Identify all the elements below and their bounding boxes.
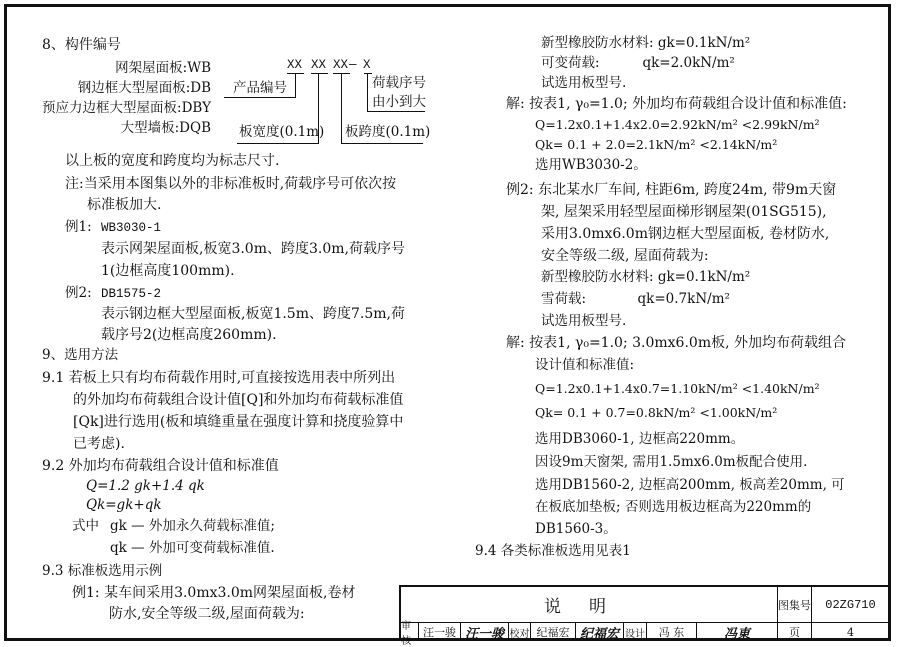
label-load-order: 由小到大	[372, 94, 426, 110]
where-label: 式中	[72, 518, 99, 534]
section-9-heading: 9、选用方法	[42, 347, 119, 363]
design-signature: 冯東	[697, 623, 778, 641]
atlas-no-value: 02ZG710	[812, 587, 890, 623]
example-2-desc-1: 表示钢边框大型屋面板,板宽1.5m、跨度7.5m,荷	[101, 306, 405, 322]
s93-ex1-line-1: 例1: 某车间采用3.0mx3.0m网架屋面板,卷材	[72, 585, 356, 601]
ex2-line-2: 架, 屋架采用轻型屋面梯形钢屋架(01SG515),	[541, 204, 827, 220]
s91-line-1: 9.1 若板上只有均布荷载作用时,可直接按选用表中所列出	[42, 370, 396, 386]
formula-design: Q=1.2 gk+1.4 qk	[86, 478, 205, 494]
code-part-width: XX	[311, 58, 327, 72]
sol1-line-2: Q=1.2x0.1+1.4x2.0=2.92kN/m² <2.99kN/m²	[535, 117, 820, 132]
ex1-gk: 新型橡胶防水材料: gk=0.1kN/m²	[541, 35, 751, 51]
label-width: 板宽度(0.1m)	[239, 124, 325, 140]
sol2-line-2: 设计值和标准值:	[535, 357, 635, 373]
s92-heading: 9.2 外加均布荷载组合设计值和标准值	[42, 458, 279, 474]
sol2-line-6: 因设9m天窗架, 需用1.5mx6.0m板配合使用.	[535, 454, 808, 470]
section-8-heading: 8、构件编号	[42, 37, 121, 53]
example-2-desc-2: 载序号2(边框高度260mm).	[101, 327, 277, 343]
sol1-line-1: 解: 按表1, γ₀=1.0; 外加均布荷载组合设计值和标准值:	[506, 96, 847, 112]
code-part-product: XX	[287, 58, 303, 72]
note-line-1: 注:当采用本图集以外的非标准板时,荷载序号可依次按	[65, 176, 397, 192]
sol2-line-7: 选用DB1560-2, 边框高200mm, 板高差20mm, 可	[535, 477, 845, 493]
design-label: 设计	[624, 623, 647, 641]
sol1-line-3: Qk= 0.1 + 2.0=2.1kN/m² <2.14kN/m²	[535, 137, 778, 152]
review-name: 汪一骏	[419, 623, 461, 641]
code-part-load: X	[363, 58, 371, 72]
atlas-no-label: 图集号	[778, 587, 812, 623]
sol1-line-4: 选用WB3030-2。	[535, 157, 647, 173]
example-2-label: 例2:	[65, 285, 92, 301]
check-name: 纪福宏	[531, 623, 576, 641]
design-name: 冯 东	[647, 623, 697, 641]
label-load-seq: 荷载序号	[372, 75, 426, 91]
code-dash: —	[349, 58, 357, 72]
label-product-code: 产品编号	[233, 80, 287, 96]
ex2-ask: 试选用板型号.	[541, 313, 627, 329]
s93-heading: 9.3 标准板选用示例	[42, 563, 163, 579]
example-1-label: 例1:	[65, 219, 92, 235]
sol2-line-8: 在板底加垫板; 否则选用板边框高为220mm的	[535, 499, 812, 515]
gk-definition: gk — 外加永久荷载标准值;	[110, 518, 275, 534]
product-dby: 预应力边框大型屋面板:DBY	[42, 100, 211, 116]
label-span: 板跨度(0.1m)	[345, 124, 431, 140]
s91-line-3: [Qk]进行选用(板和填缝重量在强度计算和挠度验算中	[73, 414, 404, 430]
formula-standard: Qk=gk+qk	[86, 497, 162, 513]
sol2-line-9: DB1560-3。	[535, 521, 617, 537]
note-dims: 以上板的宽度和跨度均为标志尺寸.	[65, 153, 280, 169]
page-label: 页	[778, 623, 812, 641]
sol2-line-1: 解: 按表1, γ₀=1.0; 3.0mx6.0m板, 外加均布荷载组合	[506, 335, 846, 351]
ex2-line-1: 例2: 东北某水厂车间, 柱距6m, 跨度24m, 带9m天窗	[506, 182, 837, 198]
review-label: 审核	[401, 623, 419, 641]
s93-ex1-line-2: 防水,安全等级二级,屋面荷载为:	[109, 606, 305, 622]
product-wb: 网架屋面板:WB	[115, 60, 211, 76]
review-signature: 汪一骏	[461, 623, 509, 641]
drawing-title: 说明	[401, 587, 778, 623]
example-1-desc-1: 表示网架屋面板,板宽3.0m、跨度3.0m,荷载序号	[101, 241, 405, 257]
s91-line-4: 已考虑).	[73, 436, 125, 452]
example-2-code: DB1575-2	[101, 287, 162, 301]
ex2-line-3: 采用3.0mx6.0m钢边框大型屋面板, 卷材防水,	[541, 226, 830, 242]
qk-definition: qk — 外加可变荷载标准值.	[110, 540, 275, 556]
product-dqb: 大型墙板:DQB	[120, 120, 211, 136]
ex1-ask: 试选用板型号.	[541, 75, 627, 91]
ex1-qk: 可变荷载: qk=2.0kN/m²	[541, 55, 735, 71]
ex2-qk: 雪荷载: qk=0.7kN/m²	[541, 291, 730, 307]
title-block	[399, 585, 888, 647]
sol2-line-3: Q=1.2x0.1+1.4x0.7=1.10kN/m² <1.40kN/m²	[535, 381, 820, 396]
check-label: 校对	[509, 623, 531, 641]
example-1-desc-2: 1(边框高度100mm).	[101, 263, 235, 279]
ex2-line-4: 安全等级二级, 屋面荷载为:	[541, 248, 709, 264]
sol2-line-5: 选用DB3060-1, 边框高220mm。	[535, 431, 745, 447]
ex2-gk: 新型橡胶防水材料: gk=0.1kN/m²	[541, 269, 751, 285]
s91-line-2: 的外加均布荷载组合设计值[Q]和外加均布荷载标准值	[73, 392, 404, 408]
check-signature: 纪福宏	[576, 623, 624, 641]
s94-heading: 9.4 各类标准板选用见表1	[475, 543, 631, 559]
note-line-2: 标准板加大.	[87, 197, 162, 213]
example-1-code: WB3030-1	[101, 221, 162, 235]
code-part-span: XX	[333, 58, 349, 72]
sol2-line-4: Qk= 0.1 + 0.7=0.8kN/m² <1.00kN/m²	[535, 405, 778, 420]
page-number: 4	[812, 623, 890, 641]
product-db: 钢边框大型屋面板:DB	[77, 80, 211, 96]
